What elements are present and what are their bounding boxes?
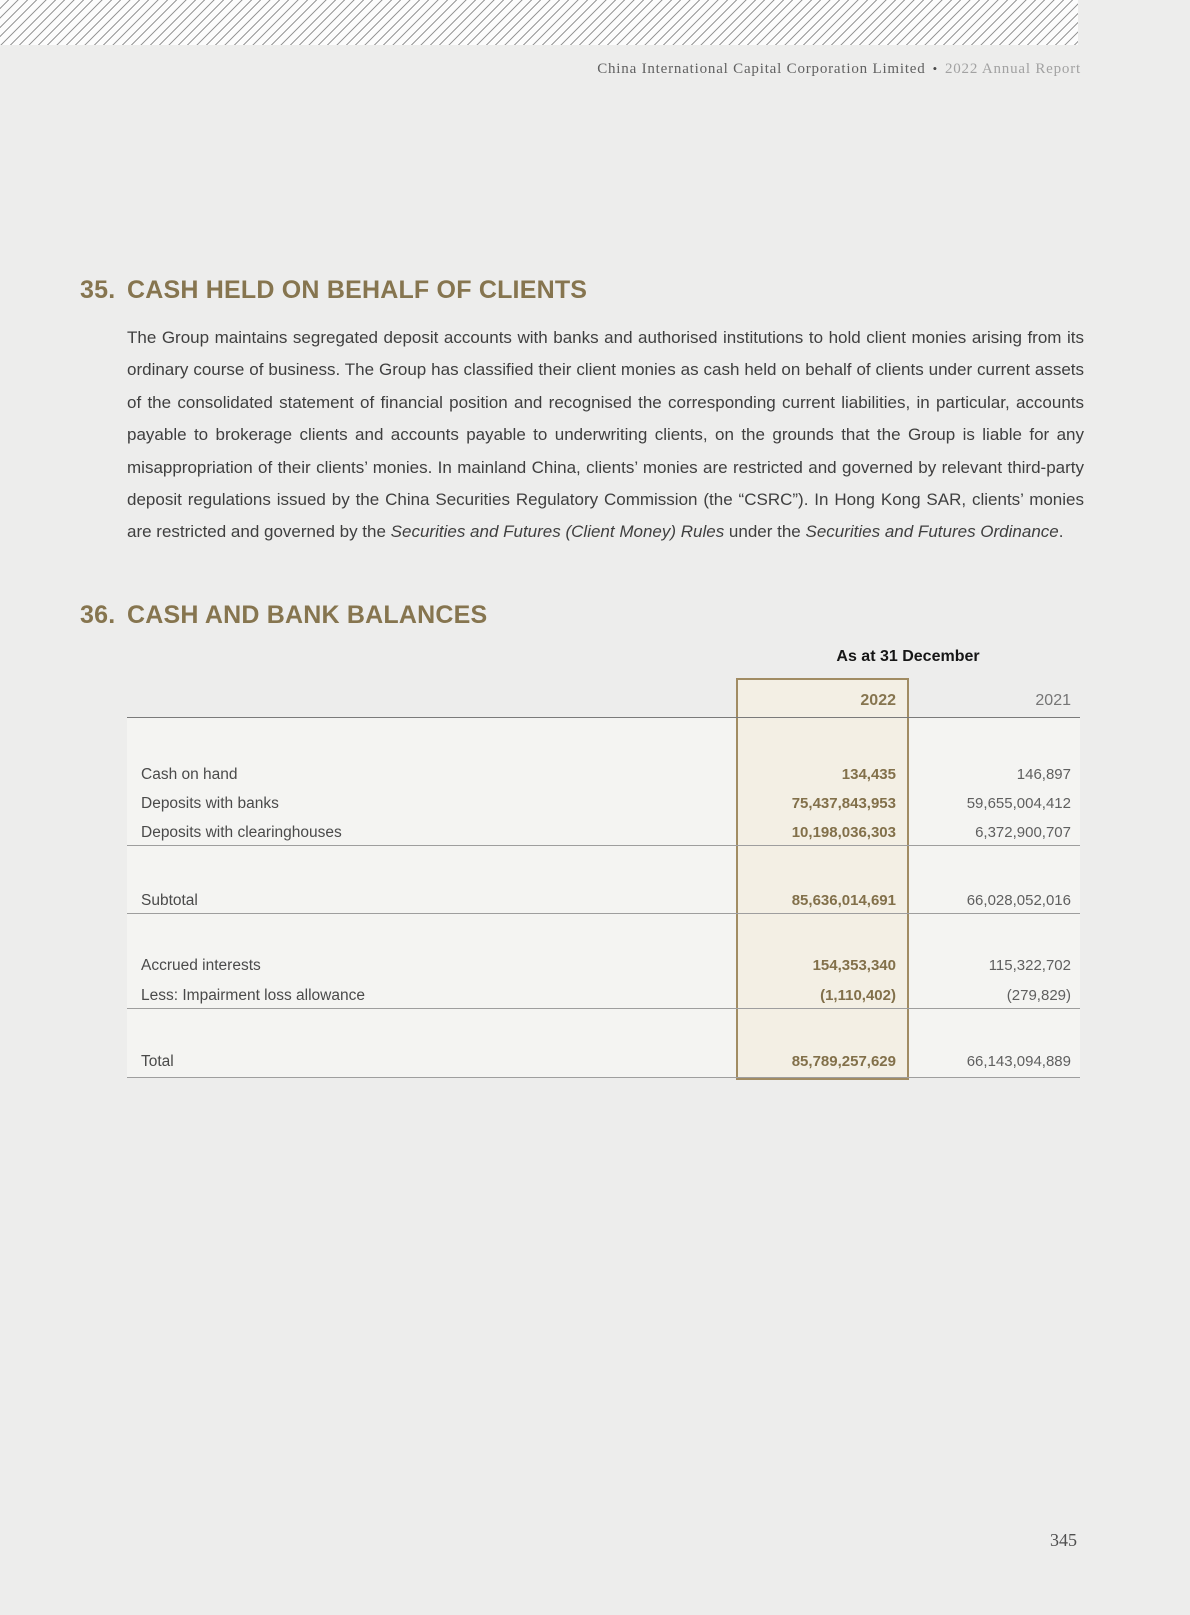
table-rule xyxy=(127,845,1080,846)
row-label: Accrued interests xyxy=(141,957,261,974)
column-header-2022: 2022 xyxy=(860,692,896,709)
report-title: 2022 Annual Report xyxy=(944,61,1081,77)
table-row xyxy=(127,793,1080,815)
table-row xyxy=(127,822,1080,844)
section-35-paragraph xyxy=(127,322,1084,549)
paragraph-text: under the xyxy=(724,522,806,542)
row-value-2022: (1,110,402) xyxy=(820,987,896,1004)
row-value-2022: 75,437,843,953 xyxy=(791,795,896,812)
bullet-separator: • xyxy=(932,61,938,76)
row-label: Deposits with banks xyxy=(141,795,279,812)
table-column-headers xyxy=(127,690,1080,712)
table-row-subtotal xyxy=(127,890,1080,912)
row-label: Cash on hand xyxy=(141,766,238,783)
paragraph-text: The Group maintains segregated deposit accounts with banks and authorised institutions to hold client monies arising from its ordinary course of business. The Group has classified their client monies as cash held on behalf of clients under current assets of the consolidated statement of financial position and recognised the corresponding current liabilities, in particular, accounts payable to brokerage clients and accounts payable to underwriting clients, on the grounds that the Group is liable for any misappropriation of their clients’ monies. In mainland China, clients’ monies are restricted and governed by relevant third-party deposit regulations issued by the China Securities Regulatory Commission (the “CSRC”). In Hong Kong SAR, clients’ monies are restricted and governed by the xyxy=(127,328,1084,542)
row-value-2022: 134,435 xyxy=(841,766,896,783)
row-value-2021: 6,372,900,707 xyxy=(975,824,1071,841)
table-header-rule xyxy=(127,717,1080,718)
paragraph-text: . xyxy=(1058,522,1064,542)
company-name: China International Capital Corporation Limited xyxy=(597,61,926,77)
italic-ordinance-name: Securities and Futures Ordinance xyxy=(805,522,1059,542)
table-row xyxy=(127,985,1080,1007)
section-36-title: CASH AND BANK BALANCES xyxy=(127,601,488,629)
hatch-pattern-band xyxy=(0,0,1078,45)
column-header-spacer xyxy=(127,690,736,712)
running-head xyxy=(597,61,1081,78)
section-36-number: 36. xyxy=(80,601,116,629)
section-36-heading xyxy=(80,601,1084,630)
table-row xyxy=(127,955,1080,977)
row-value-2022: 10,198,036,303 xyxy=(791,824,896,841)
row-value-2021: 66,028,052,016 xyxy=(966,892,1071,909)
current-year-highlight-box xyxy=(736,678,909,1080)
row-value-2021: (279,829) xyxy=(1006,987,1071,1004)
row-value-2022: 85,636,014,691 xyxy=(791,892,896,909)
table-rule xyxy=(127,1008,1080,1009)
row-value-2021: 146,897 xyxy=(1016,766,1071,783)
page-number: 345 xyxy=(1050,1530,1077,1550)
period-header: As at 31 December xyxy=(836,648,980,665)
cash-and-bank-balances-table xyxy=(127,648,1080,1082)
row-label: Less: Impairment loss allowance xyxy=(141,987,365,1004)
row-value-2022: 154,353,340 xyxy=(812,957,896,974)
table-row xyxy=(127,764,1080,786)
section-35-number: 35. xyxy=(80,276,116,304)
section-35-title: CASH HELD ON BEHALF OF CLIENTS xyxy=(127,276,588,304)
row-label: Deposits with clearinghouses xyxy=(141,824,342,841)
row-value-2021: 59,655,004,412 xyxy=(966,795,1071,812)
row-value-2021: 115,322,702 xyxy=(988,957,1071,974)
section-35-heading xyxy=(80,276,1084,305)
table-bottom-rule xyxy=(127,1077,1080,1078)
table-row-total xyxy=(127,1051,1080,1073)
row-label: Total xyxy=(141,1053,174,1070)
italic-statute-name: Securities and Futures (Client Money) Rules xyxy=(390,522,725,542)
row-value-2022: 85,789,257,629 xyxy=(791,1053,896,1070)
row-label: Subtotal xyxy=(141,892,198,909)
table-rule xyxy=(127,913,1080,914)
row-value-2021: 66,143,094,889 xyxy=(966,1053,1071,1070)
column-header-2021: 2021 xyxy=(1035,692,1071,709)
